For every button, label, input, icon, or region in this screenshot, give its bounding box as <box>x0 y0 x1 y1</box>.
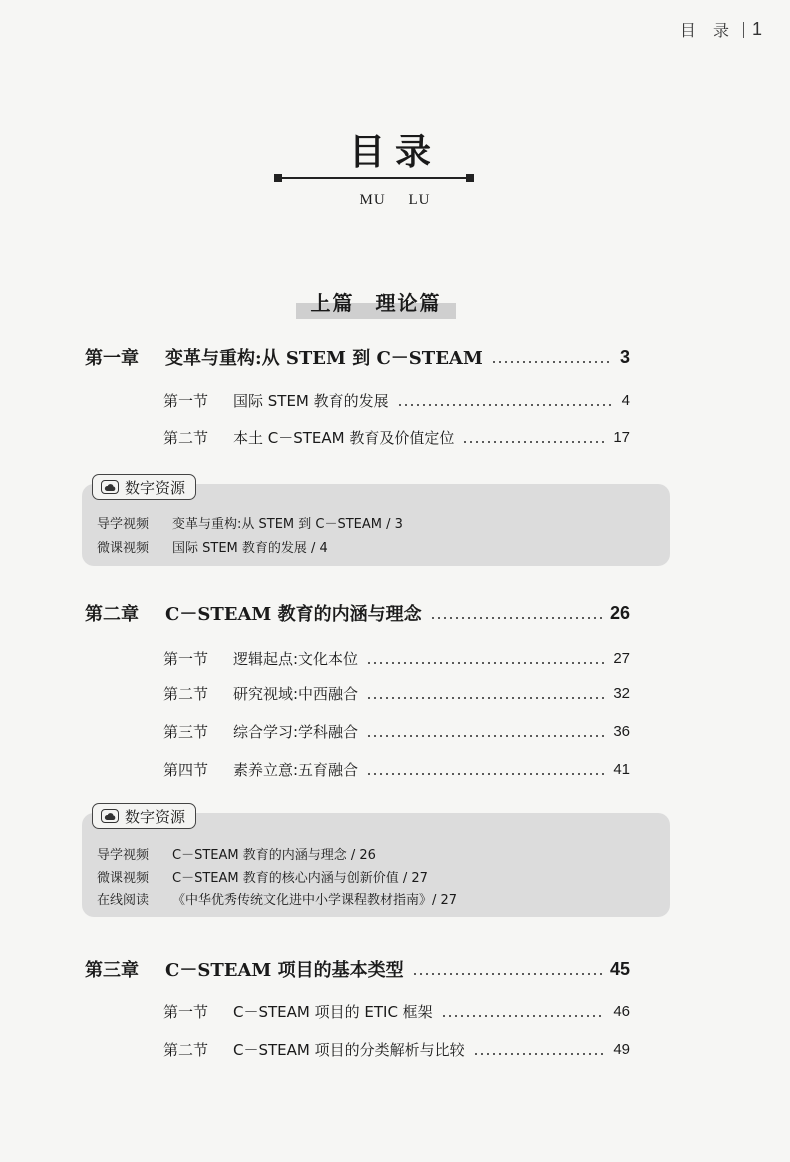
section-number: 第一节 <box>163 1002 209 1021</box>
resource-text: C－STEAM 教育的内涵与理念 / 26 <box>172 848 376 863</box>
section-number: 第一节 <box>163 391 209 410</box>
section-title: 国际 STEM 教育的发展 <box>233 391 389 410</box>
chapter-title: 变革与重构:从 STEM 到 C－STEAM <box>165 348 483 369</box>
running-header <box>680 18 762 41</box>
chapter-page: 3 <box>619 346 630 367</box>
cloud-icon <box>101 480 119 494</box>
dot-leader <box>397 404 614 406</box>
cloud-icon <box>101 809 119 823</box>
digital-resources-tag <box>92 803 196 829</box>
chapter-number: 第一章 <box>85 348 139 369</box>
section-page: 41 <box>613 760 630 778</box>
section-page: 32 <box>613 684 630 702</box>
section-page: 49 <box>613 1040 630 1058</box>
running-header-title: 目 录 <box>679 21 735 40</box>
section-page: 46 <box>613 1002 630 1020</box>
chapter-number: 第二章 <box>85 604 139 625</box>
section-title: 本土 C－STEAM 教育及价值定位 <box>233 428 455 447</box>
section-number: 第一节 <box>163 649 209 668</box>
toc-section-3-2[interactable] <box>163 1036 630 1062</box>
dot-leader <box>366 773 605 775</box>
dot-leader <box>366 735 605 737</box>
resource-type: 在线阅读 <box>97 893 150 908</box>
title-divider <box>278 177 470 179</box>
resource-text: C－STEAM 教育的核心内涵与创新价值 / 27 <box>172 871 428 886</box>
chapter-number: 第三章 <box>85 960 139 981</box>
chapter-title: C－STEAM 教育的内涵与理念 <box>165 604 422 625</box>
toc-chapter-2[interactable] <box>85 598 630 628</box>
resource-item[interactable] <box>97 513 403 532</box>
page-number: 1 <box>751 19 762 39</box>
resource-type: 微课视频 <box>97 541 150 556</box>
section-number: 第二节 <box>163 1040 209 1059</box>
section-title: 研究视域:中西融合 <box>233 684 359 703</box>
section-title: 素养立意:五育融合 <box>233 760 359 779</box>
section-page: 27 <box>613 649 630 667</box>
toc-section-1-2[interactable] <box>163 424 630 450</box>
toc-chapter-1[interactable] <box>85 342 630 372</box>
section-number: 第四节 <box>163 760 209 779</box>
part-heading-text: 上篇 理论篇 <box>310 291 442 315</box>
section-number: 第二节 <box>163 684 209 703</box>
toc-section-2-2[interactable] <box>163 680 630 706</box>
section-title: C－STEAM 项目的分类解析与比较 <box>233 1040 465 1059</box>
chapter-page: 45 <box>609 958 630 979</box>
dot-leader <box>412 973 602 975</box>
resource-text: 变革与重构:从 STEM 到 C－STEAM / 3 <box>172 517 403 532</box>
resource-text: 国际 STEM 教育的发展 / 4 <box>172 541 328 556</box>
section-title: C－STEAM 项目的 ETIC 框架 <box>233 1002 433 1021</box>
digital-resources-label: 数字资源 <box>125 478 186 497</box>
page-title: 目录 <box>348 132 441 173</box>
toc-section-2-3[interactable] <box>163 718 630 744</box>
resource-item[interactable] <box>97 844 376 863</box>
dot-leader <box>366 662 605 664</box>
dot-leader <box>491 361 612 363</box>
section-page: 17 <box>613 428 630 446</box>
digital-resources-tag <box>92 474 196 500</box>
resource-type: 导学视频 <box>97 848 150 863</box>
dot-leader <box>441 1015 606 1017</box>
section-number: 第二节 <box>163 428 209 447</box>
resource-item[interactable] <box>97 889 457 908</box>
resource-type: 导学视频 <box>97 517 150 532</box>
section-page: 36 <box>613 722 630 740</box>
digital-resources-label: 数字资源 <box>125 807 186 826</box>
toc-section-3-1[interactable] <box>163 998 630 1024</box>
resource-type: 微课视频 <box>97 871 150 886</box>
toc-section-2-4[interactable] <box>163 756 630 782</box>
toc-section-1-1[interactable] <box>163 387 630 413</box>
title-pinyin: MU LU <box>359 192 431 208</box>
section-page: 4 <box>621 391 630 409</box>
dot-leader <box>366 697 605 699</box>
resource-item[interactable] <box>97 537 328 556</box>
dot-leader <box>473 1053 606 1055</box>
section-number: 第三节 <box>163 722 209 741</box>
chapter-title: C－STEAM 项目的基本类型 <box>165 960 404 981</box>
section-title: 逻辑起点:文化本位 <box>233 649 359 668</box>
chapter-page: 26 <box>609 602 630 623</box>
running-header-divider <box>743 22 744 38</box>
toc-chapter-3[interactable] <box>85 954 630 984</box>
section-title: 综合学习:学科融合 <box>233 722 359 741</box>
resource-item[interactable] <box>97 867 428 886</box>
toc-section-2-1[interactable] <box>163 645 630 671</box>
part-heading <box>296 283 456 319</box>
dot-leader <box>462 441 605 443</box>
dot-leader <box>430 617 602 619</box>
resource-text: 《中华优秀传统文化进中小学课程教材指南》/ 27 <box>172 893 458 908</box>
